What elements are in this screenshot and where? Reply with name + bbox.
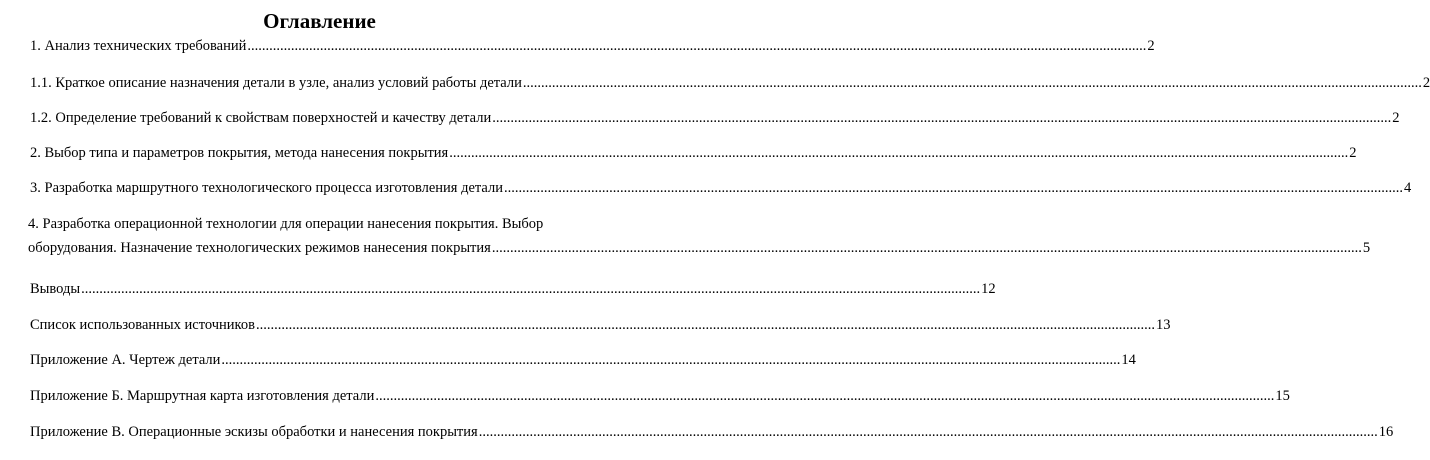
toc-entry-references[interactable]: [30, 315, 1171, 335]
toc-page-number: 16: [1378, 424, 1394, 440]
toc-entry-conclusions[interactable]: [30, 279, 996, 299]
toc-entry-label: Приложение А. Чертеж детали: [30, 352, 221, 368]
toc-entry-label-line2: оборудования. Назначение технологических режимов нанесения покрытия: [28, 240, 491, 256]
toc-page-number: 15: [1275, 388, 1290, 404]
document-title: Оглавление: [263, 9, 376, 33]
dot-leader: [449, 143, 1348, 163]
toc-page-number: 2: [1422, 75, 1430, 91]
toc-entry-appendix-a[interactable]: [30, 350, 1136, 370]
toc-entry-label: 2. Выбор типа и параметров покрытия, метода нанесения покрытия: [30, 145, 449, 161]
toc-entry-1[interactable]: [30, 36, 1155, 56]
toc-entry-line2: [28, 236, 1371, 260]
toc-page-number: 5: [1362, 240, 1371, 256]
dot-leader: [523, 73, 1422, 93]
toc-entry-2[interactable]: [30, 143, 1357, 163]
toc-page-number: 13: [1155, 317, 1171, 333]
toc-entry-label: Список использованных источников: [30, 317, 255, 333]
toc-entry-3[interactable]: [30, 178, 1412, 198]
toc-page-number: 2: [1147, 38, 1155, 54]
dot-leader: [81, 279, 980, 299]
toc-entry-1-1[interactable]: [30, 73, 1430, 93]
dot-leader: [504, 178, 1403, 198]
toc-entry-appendix-v[interactable]: [30, 422, 1394, 442]
dot-leader: [492, 108, 1391, 128]
toc-entry-1-2[interactable]: [30, 108, 1400, 128]
toc-entry-label-line1: 4. Разработка операционной технологии для операции нанесения покрытия. Выбор: [28, 216, 544, 232]
dot-leader: [221, 350, 1120, 370]
toc-entry-label: 1.1. Краткое описание назначения детали в узле, анализ условий работы детали: [30, 75, 522, 91]
dot-leader: [256, 315, 1155, 335]
toc-page-number: 4: [1404, 180, 1412, 196]
toc-entry-appendix-b[interactable]: [30, 386, 1290, 406]
dot-leader: [247, 36, 1146, 56]
toc-page-number: 14: [1121, 352, 1136, 368]
toc-entry-label: Приложение Б. Маршрутная карта изготовления детали: [30, 388, 375, 404]
toc-entry-label: Выводы: [30, 281, 81, 297]
toc-entry-label: 3. Разработка маршрутного технологического процесса изготовления детали: [30, 180, 503, 196]
toc-page-number: 2: [1349, 145, 1357, 161]
toc-page-number: 12: [981, 281, 996, 297]
toc-entry-label: Приложение В. Операционные эскизы обработки и нанесения покрытия: [30, 424, 478, 440]
toc-entry-4[interactable]: [28, 212, 1371, 260]
toc-entry-label: 1.2. Определение требований к свойствам поверхностей и качеству детали: [30, 110, 492, 126]
dot-leader: ................................................................................................................................................................................................................................................: [491, 240, 1362, 256]
toc-page-number: 2: [1392, 110, 1400, 126]
dot-leader: [479, 422, 1378, 442]
dot-leader: [375, 386, 1274, 406]
toc-entry-label: 1. Анализ технических требований: [30, 38, 247, 54]
